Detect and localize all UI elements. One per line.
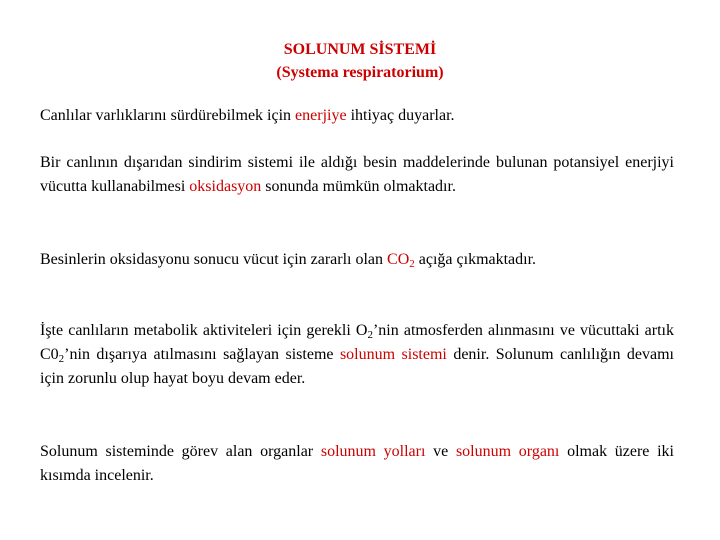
paragraph-2: [40, 151, 674, 199]
paragraph-5: [40, 440, 674, 488]
p5-highlight-solunum-organi: solunum organı: [455, 443, 560, 460]
p3-text-a: Besinlerin oksidasyonu sonucu vücut için zararlı olan: [40, 251, 388, 268]
p4-text-c: ’nin dışarıya atılmasını sağlayan sisteme: [64, 346, 340, 363]
p5-text-c: olmak üzere iki kısımda incelenir.: [40, 443, 675, 484]
paragraph-3: [40, 248, 674, 272]
title-main: SOLUNUM SİSTEMİ: [283, 41, 437, 58]
p2-highlight-oksidasyon: oksidasyon: [189, 178, 262, 195]
p1-text-b: ihtiyaç duyarlar.: [346, 107, 455, 124]
p4-o2-subscript: 2: [367, 329, 373, 341]
p2-text-b: sonunda mümkün olmaktadır.: [261, 178, 456, 195]
p5-text-b: ve: [425, 443, 456, 460]
p4-highlight-solunum-sistemi: solunum sistemi: [339, 346, 447, 363]
p3-highlight-co2: [387, 251, 415, 268]
paragraph-1: [40, 104, 674, 128]
p4-text-d: denir. Solunum canlılığın devamı için zorunlu olup hayat boyu devam eder.: [40, 346, 675, 387]
p1-highlight-enerjiye: enerjiye: [295, 107, 347, 124]
p3-co2-subscript: 2: [409, 258, 415, 270]
p2-text-a: Bir canlının dışarıdan sindirim sistemi ile aldığı besin maddelerinde bulunan potansiyel enerjiyi vücutta kullanabilmesi: [40, 154, 674, 195]
title-latin: (Systema respiratorium): [276, 64, 444, 81]
p3-co: CO: [387, 251, 410, 268]
p1-text-a: Canlılar varlıklarını sürdürebilmek için: [40, 107, 296, 124]
p3-text-b: açığa çıkmaktadır.: [414, 251, 537, 268]
p5-highlight-solunum-yollari: solunum yolları: [320, 443, 426, 460]
page-title: [0, 38, 720, 84]
p4-c02-subscript: 2: [58, 353, 65, 365]
paragraph-4: [40, 319, 674, 391]
p4-text-b: ’nin atmosferden alınmasını ve vücuttaki artık C0: [40, 322, 675, 363]
p5-text-a: Solunum sisteminde görev alan organlar: [40, 443, 321, 460]
p4-text-a: İşte canlıların metabolik aktiviteleri için gerekli O: [40, 322, 368, 339]
